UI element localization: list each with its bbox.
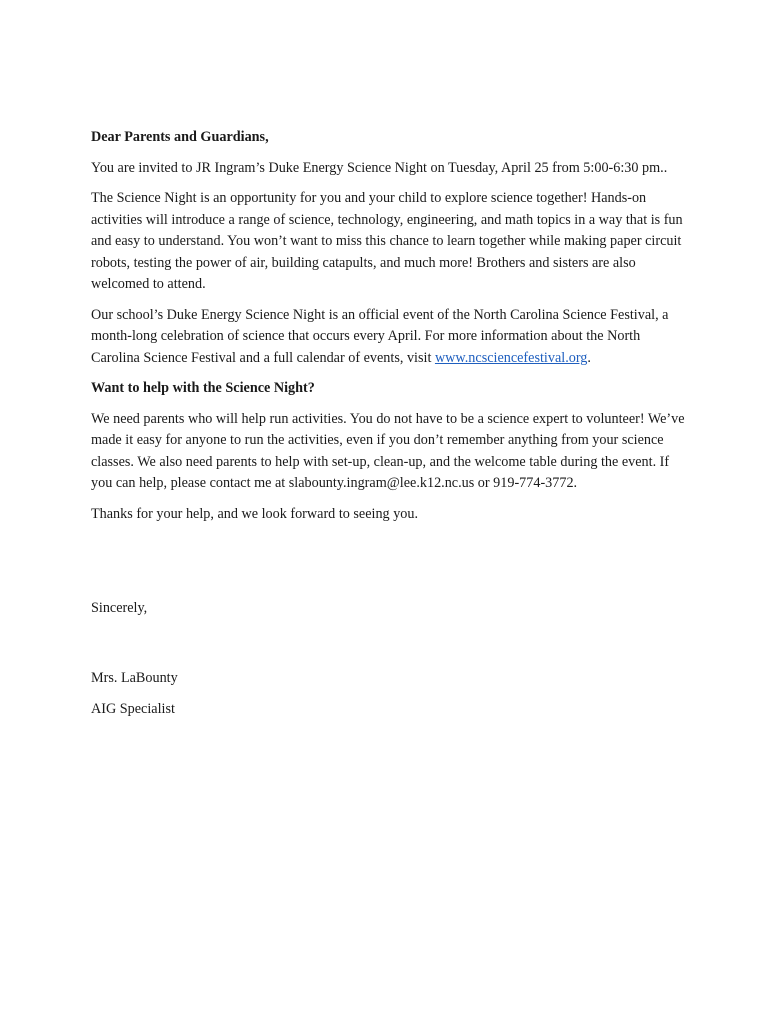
letter-body <box>91 127 691 721</box>
invitation-paragraph: You are invited to JR Ingram’s Duke Energy Science Night on Tuesday, April 25 from 5:00-6:30 pm.. <box>91 159 668 176</box>
help-heading: Want to help with the Science Night? <box>91 380 315 396</box>
festival-link[interactable]: www.ncsciencefestival.org <box>434 349 588 366</box>
thanks-paragraph: Thanks for your help, and we look forward to seeing you. <box>91 505 419 522</box>
salutation: Dear Parents and Guardians, <box>91 129 269 145</box>
signer-name: Mrs. LaBounty <box>91 669 178 686</box>
signer-title: AIG Specialist <box>91 701 175 717</box>
festival-text: Our school’s Duke Energy Science Night is an official event of the North Carolina Science Festival, a month-long celebration of science that occurs every April. For more information about the North Carolina Science Festival and a full calendar of events, visit <box>91 306 669 366</box>
festival-paragraph <box>91 305 691 370</box>
opportunity-paragraph: The Science Night is an opportunity for you and your child to explore science together! Hands-on activities will introduce a range of science, technology, engineering, and math topics in a way that is fun and easy to understand. You won’t want to miss this chance to learn together while making paper circuit robots, testing the power of air, building catapults, and much more! Brothers and sisters are also welcomed to attend. <box>91 190 683 292</box>
volunteer-paragraph: We need parents who will help run activities. You do not have to be a science expert to volunteer! We’ve made it easy for anyone to run the activities, even if you don’t remember anything from your science classes. We also need parents to help with set-up, clean-up, and the welcome table during the event. If you can help, please contact me at slabounty.ingram@lee.k12.nc.us or 919-774-3772. <box>91 410 685 491</box>
festival-end: . <box>587 349 591 366</box>
closing: Sincerely, <box>91 600 148 616</box>
